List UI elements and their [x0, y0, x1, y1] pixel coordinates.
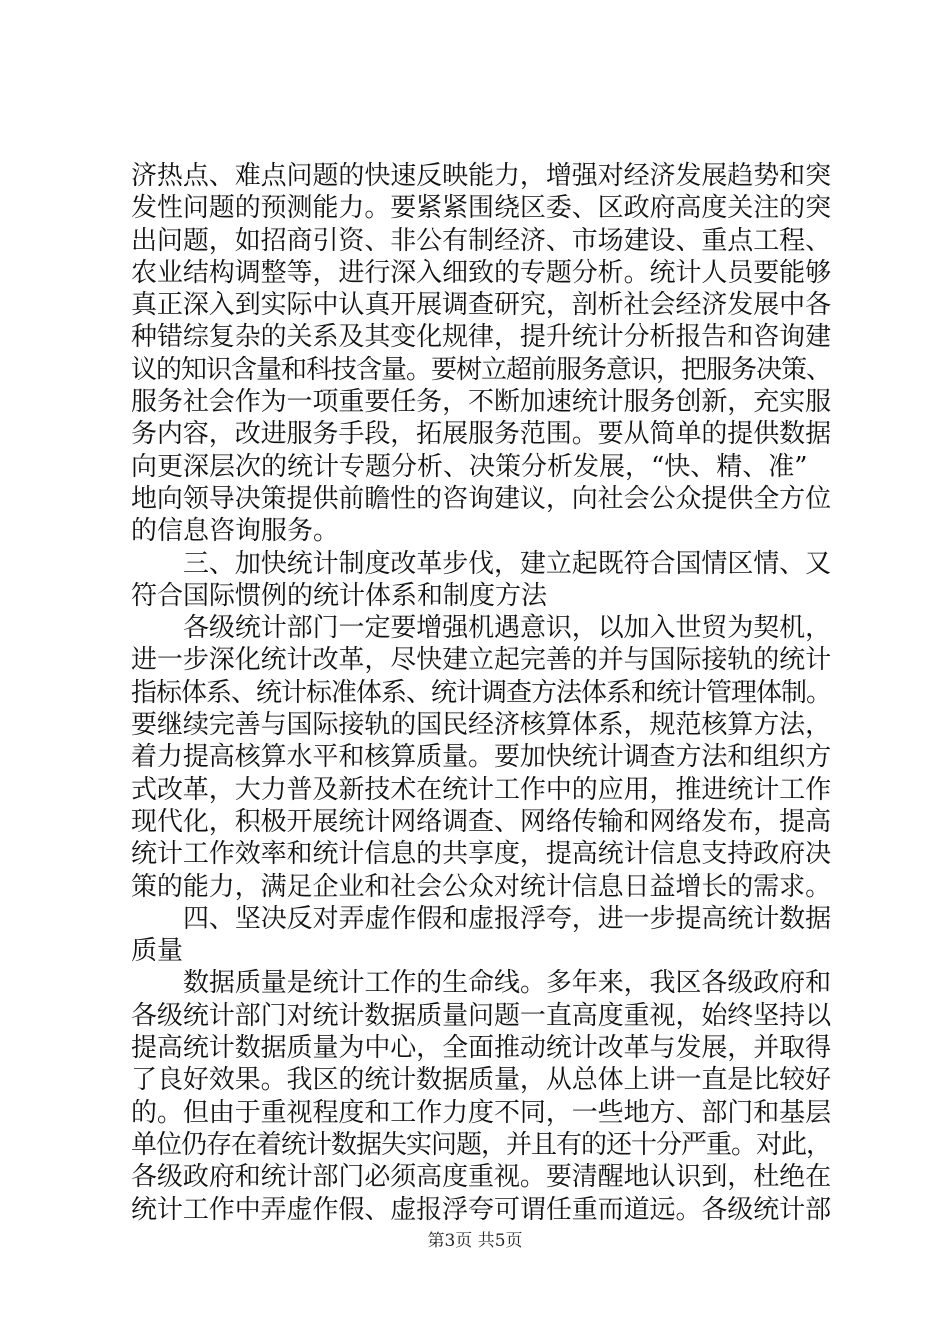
text-line: 议的知识含量和科技含量。要树立超前服务意识，把服务决策、 [131, 354, 832, 385]
text-line: 种错综复杂的关系及其变化规律，提升统计分析报告和咨询建 [131, 322, 832, 353]
text-line: 各级政府和统计部门必须高度重视。要清醒地认识到，杜绝在 [131, 1162, 832, 1193]
text-line: 出问题，如招商引资、非公有制经济、市场建设、重点工程、 [131, 225, 832, 256]
text-line: 三、加快统计制度改革步伐，建立起既符合国情区情、又 [183, 548, 832, 579]
text-line: 数据质量是统计工作的生命线。多年来，我区各级政府和 [183, 968, 832, 999]
document-body [131, 160, 831, 1226]
text-line: 真正深入到实际中认真开展调查研究，剖析社会经济发展中各 [131, 290, 832, 321]
text-line: 单位仍存在着统计数据失实问题，并且有的还十分严重。对此， [131, 1129, 832, 1160]
text-line: 四、坚决反对弄虚作假和虚报浮夸，进一步提高统计数据 [183, 903, 832, 934]
text-line: 统计工作效率和统计信息的共享度，提高统计信息支持政府决 [131, 839, 832, 870]
text-line: 济热点、难点问题的快速反映能力，增强对经济发展趋势和突 [131, 161, 832, 191]
text-line: 服务社会作为一项重要任务，不断加速统计服务创新，充实服 [131, 387, 832, 418]
text-line: 要继续完善与国际接轨的国民经济核算体系，规范核算方法， [131, 710, 832, 741]
text-line: 统计工作中弄虚作假、虚报浮夸可谓任重而道远。各级统计部 [131, 1194, 832, 1225]
text-line: 各级统计部门对统计数据质量问题一直高度重视，始终坚持以 [131, 1000, 832, 1031]
text-line: 各级统计部门一定要增强机遇意识，以加入世贸为契机， [183, 613, 832, 644]
text-line: 了良好效果。我区的统计数据质量，从总体上讲一直是比较好 [131, 1065, 832, 1096]
text-line: 质量 [131, 936, 184, 967]
text-line: 着力提高核算水平和核算质量。要加快统计调查方法和组织方 [131, 742, 832, 773]
text-line: 地向领导决策提供前瞻性的咨询建议，向社会公众提供全方位 [131, 483, 832, 514]
text-line: 务内容，改进服务手段，拓展服务范围。要从简单的提供数据 [131, 419, 832, 450]
text-line: 向更深层次的统计专题分析、决策分析发展，“快、精、准” [131, 451, 808, 482]
text-line: 策的能力，满足企业和社会公众对统计信息日益增长的需求。 [131, 871, 832, 902]
page-footer: 第3页 共5页 [427, 1231, 523, 1251]
text-line: 的。但由于重视程度和工作力度不同，一些地方、部门和基层 [131, 1097, 832, 1128]
text-line: 进一步深化统计改革，尽快建立起完善的并与国际接轨的统计 [131, 645, 832, 676]
text-line: 式改革，大力普及新技术在统计工作中的应用，推进统计工作 [131, 774, 832, 805]
text-line: 发性问题的预测能力。要紧紧围绕区委、区政府高度关注的突 [131, 193, 832, 224]
text-line: 的信息咨询服务。 [131, 516, 340, 547]
text-line: 符合国际惯例的统计体系和制度方法 [131, 580, 548, 611]
text-line: 提高统计数据质量为中心，全面推动统计改革与发展，并取得 [131, 1033, 832, 1064]
text-line: 农业结构调整等，进行深入细致的专题分析。统计人员要能够 [131, 257, 832, 288]
text-line: 指标体系、统计标准体系、统计调查方法体系和统计管理体制。 [131, 677, 832, 708]
text-line: 现代化，积极开展统计网络调查、网络传输和网络发布，提高 [131, 806, 832, 837]
